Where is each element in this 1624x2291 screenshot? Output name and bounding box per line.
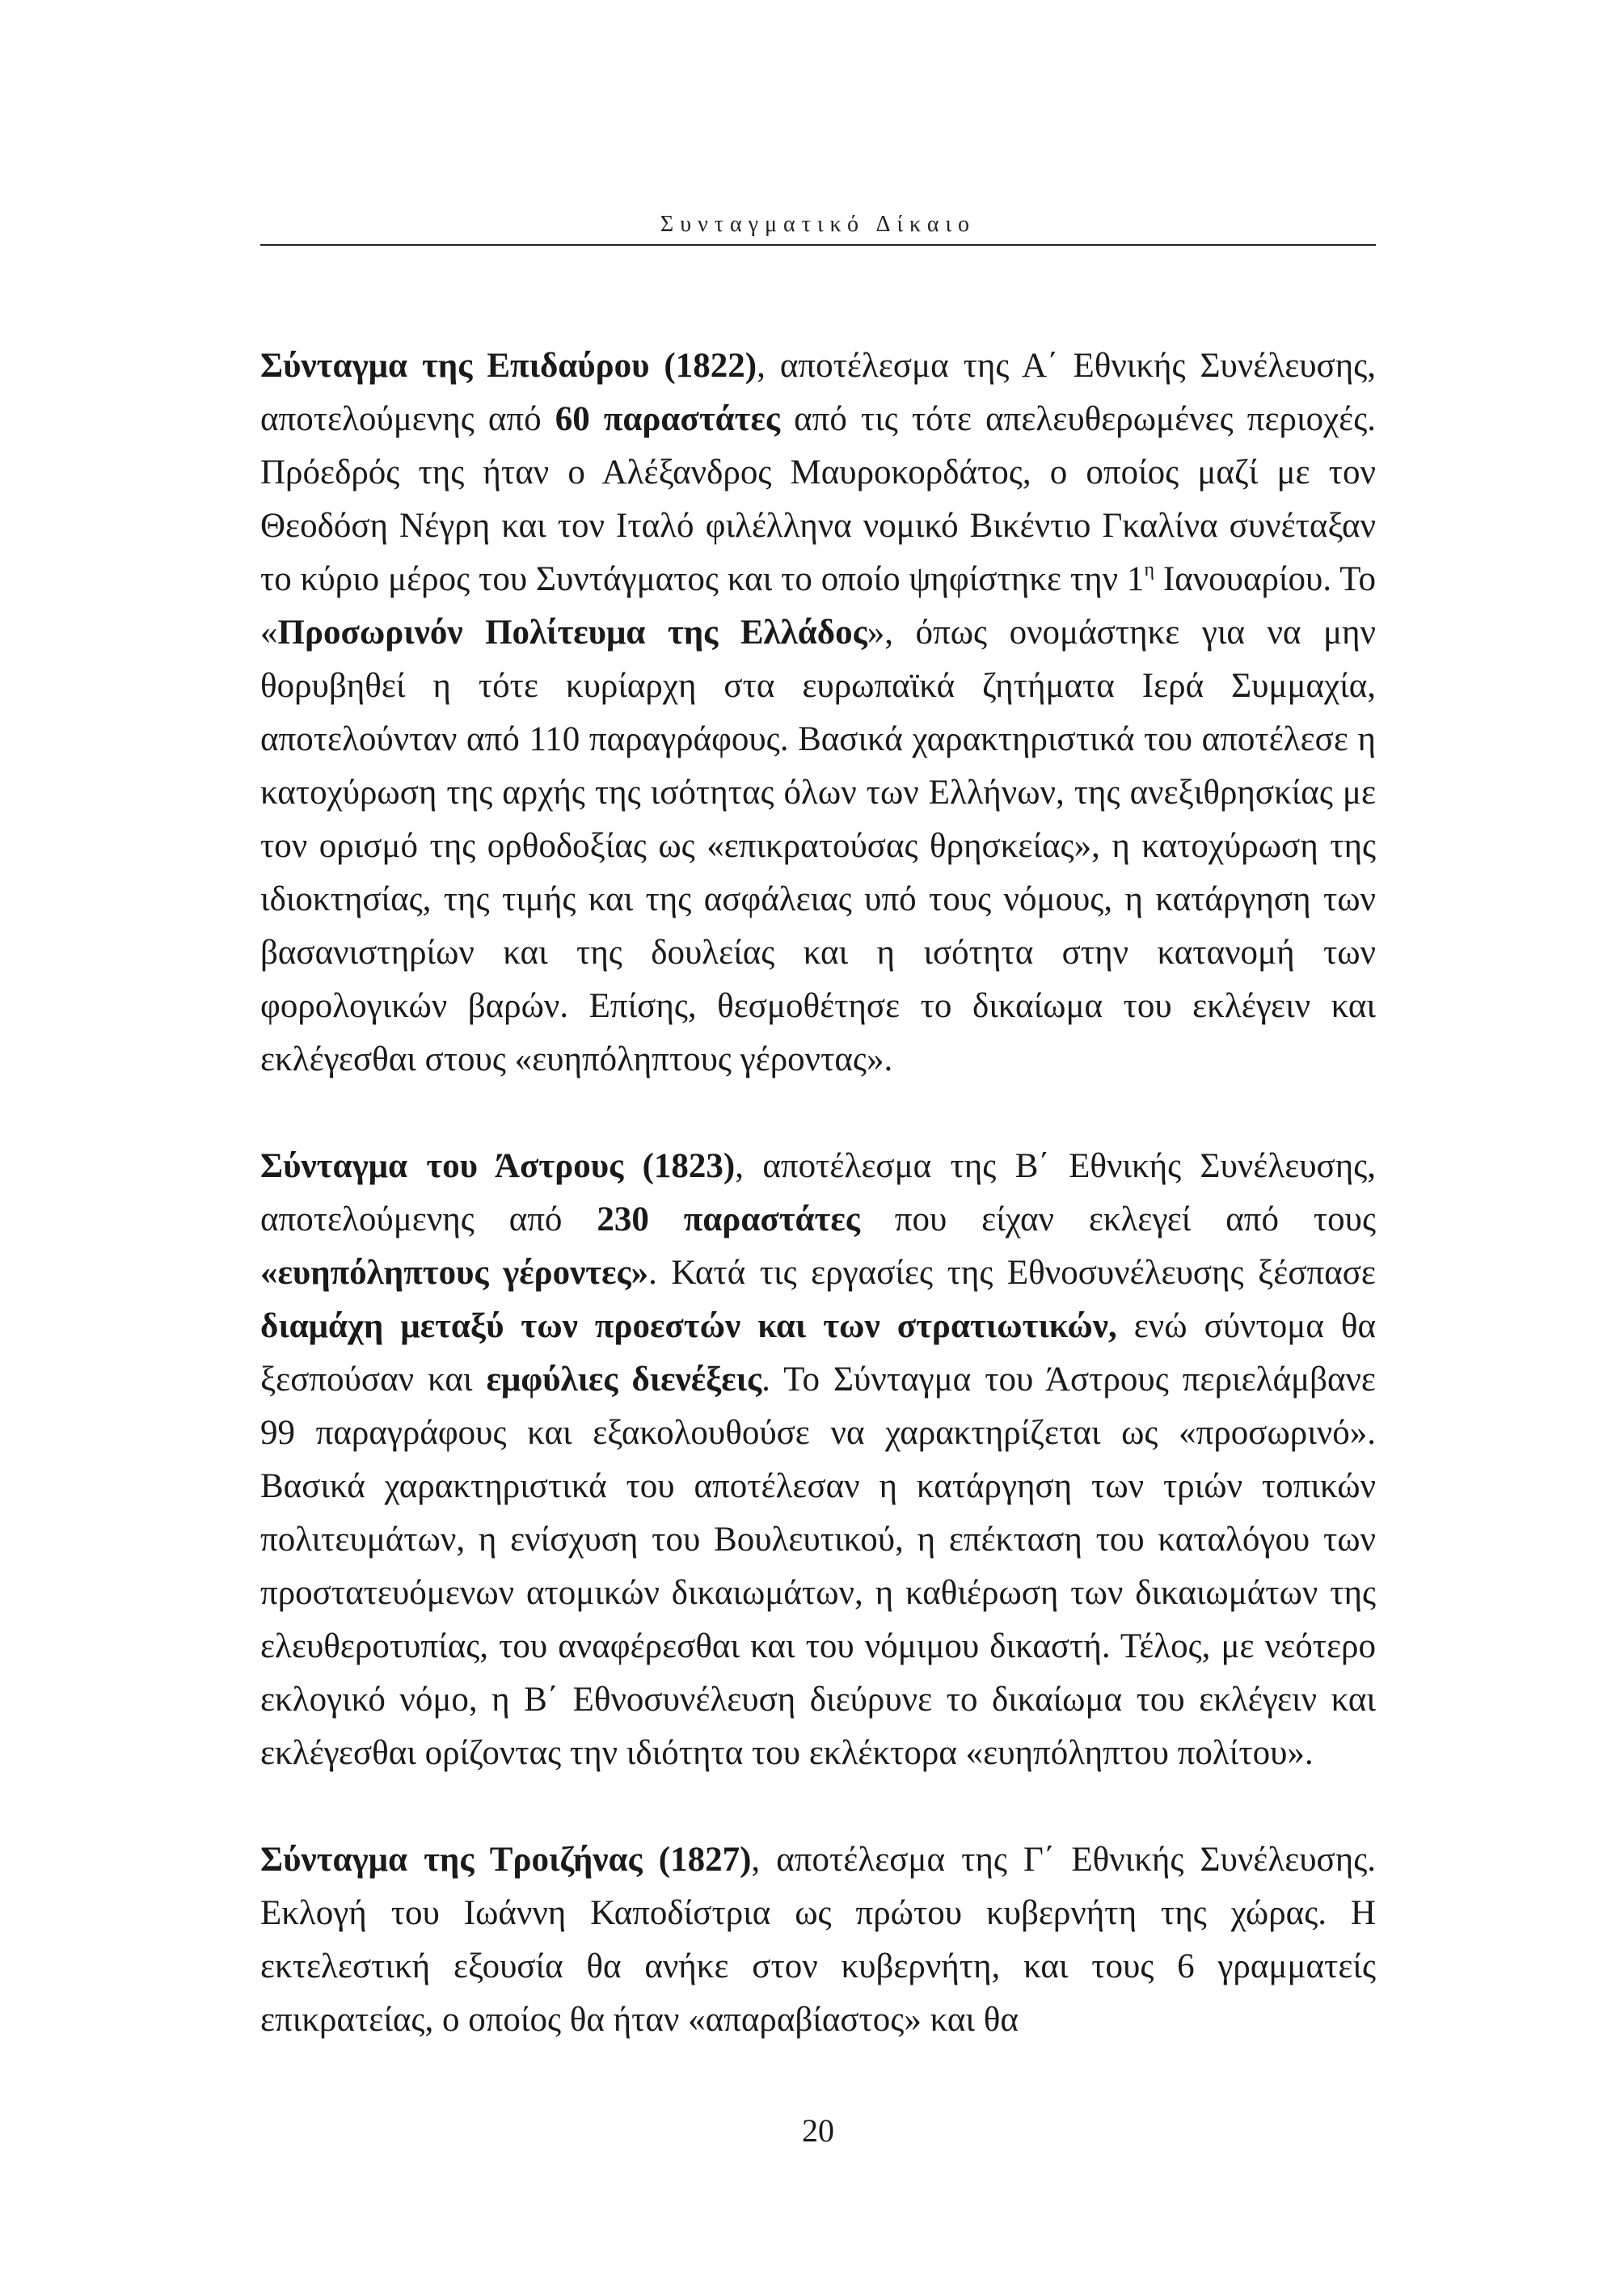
text-span: , αποτέλεσμα της Α΄ Εθνικής Συνέλευσης, αποτελούμενης από bbox=[260, 347, 1376, 438]
page-number: 20 bbox=[802, 2112, 834, 2149]
heading-astros: Σύνταγμα του Άστρους (1823) bbox=[260, 1147, 736, 1185]
text-span: . Το Σύνταγμα του Άστρους περιελάμβανε 99 παραγράφους και εξακολουθούσε να χαρακτηρίζεται ως «προσωρινό». Βασικά χαρακτηριστικά του αποτέλεσαν η κατάργηση των τριών τοπικών πολιτευμάτων, η ενίσχυση του Βουλευτικού, η επέκταση του καταλόγου των προστατευόμενων ατομικών δικαιωμάτων, η καθιέρωση των δικαιωμάτων της ελευθεροτυπίας, του αναφέρεσθαι και του νόμιμου δικαστή. Τέλος, με νεότερο εκλογικό νόμο, η Β΄ Εθνοσυνέλευση διεύρυνε το δικαίωμα του εκλέγειν και εκλέγεσθαι ορίζοντας την ιδιότητα του εκλέκτορα «ευηπόληπτου πολίτου». bbox=[260, 1361, 1376, 1772]
text-span: Ιανουαρίου. Το « bbox=[260, 560, 1376, 652]
heading-troizina: Σύνταγμα της Τροιζήνας (1827) bbox=[260, 1841, 752, 1879]
running-header: Συνταγματικό Δίκαιο bbox=[660, 212, 977, 237]
bold-span: 230 παραστάτες bbox=[597, 1200, 860, 1238]
text-span: », όπως ονομάστηκε για να μην θορυβηθεί η τότε κυρίαρχη στα ευρωπαϊκά ζητήματα Ιερά Συμμαχία, αποτελούνταν από 110 παραγράφους. Βασικά χαρακτηριστικά του αποτέλεσε η κατοχύρωση της αρχής της ισότητας όλων των Ελλήνων, της ανεξιθρησκίας με τον ορισμό της ορθοδοξίας ως «επικρατούσας θρησκείας», η κατοχύρωση της ιδιοκτησίας, της τιμής και της ασφάλειας υπό τους νόμους, η κατάργηση των βασανιστηρίων και της δουλείας και η ισότητα στην κατανομή των φορολογικών βαρών. Επίσης, θεσμοθέτησε το δικαίωμα του εκλέγειν και εκλέγεσθαι στους «ευηπόληπτους γέροντας». bbox=[260, 614, 1376, 1078]
bold-span: εμφύλιες διενέξεις bbox=[486, 1361, 762, 1399]
text-span: . Κατά τις εργασίες της Εθνοσυνέλευσης ξέσπασε bbox=[648, 1254, 1376, 1292]
paragraph-troizina bbox=[260, 1833, 1376, 2047]
bold-span: διαμάχη μεταξύ των προεστών και των στρατιωτικών, bbox=[260, 1307, 1117, 1345]
text-span: ενώ σύντομα θα ξεσπούσαν και bbox=[260, 1307, 1377, 1399]
paragraph-epidavros bbox=[260, 340, 1376, 1086]
heading-epidavros: Σύνταγμα της Επιδαύρου (1822) bbox=[260, 347, 757, 385]
bold-span: Προσωρινόν Πολίτευμα της Ελλάδος bbox=[277, 614, 867, 652]
superscript: η bbox=[1144, 559, 1154, 580]
text-span: , αποτέλεσμα της Β΄ Εθνικής Συνέλευσης, αποτελούμενης από bbox=[260, 1147, 1377, 1238]
text-span: από τις τότε απελευθερωμένες περιοχές. Πρόεδρός της ήταν ο Αλέξανδρος Μαυροκορδάτος, ο οποίος μαζί με τον Θεοδόση Νέγρη και τον Ιταλό φιλέλληνα νομικό Βικέντιο Γκαλίνα συνέταξαν το κύριο μέρος του Συντάγματος και το οποίο ψηφίστηκε την 1 bbox=[260, 400, 1376, 598]
text-span: που είχαν εκλεγεί από τους bbox=[859, 1200, 1376, 1238]
bold-span: 60 παραστάτες bbox=[555, 400, 780, 438]
bold-span: «ευηπόληπτους γέροντες» bbox=[260, 1254, 649, 1292]
header-rule bbox=[260, 244, 1376, 246]
body-text bbox=[260, 340, 1376, 2047]
paragraph-astros bbox=[260, 1140, 1376, 1780]
text-span: , αποτέλεσμα της Γ΄ Εθνικής Συνέλευσης. Εκλογή του Ιωάννη Καποδίστρια ως πρώτου κυβερνήτη της χώρας. Η εκτελεστική εξουσία θα ανήκε στον κυβερνήτη, και τους 6 γραμματείς επικρατείας, ο οποίος θα ήταν «απαραβίαστος» και θα bbox=[260, 1841, 1376, 2039]
